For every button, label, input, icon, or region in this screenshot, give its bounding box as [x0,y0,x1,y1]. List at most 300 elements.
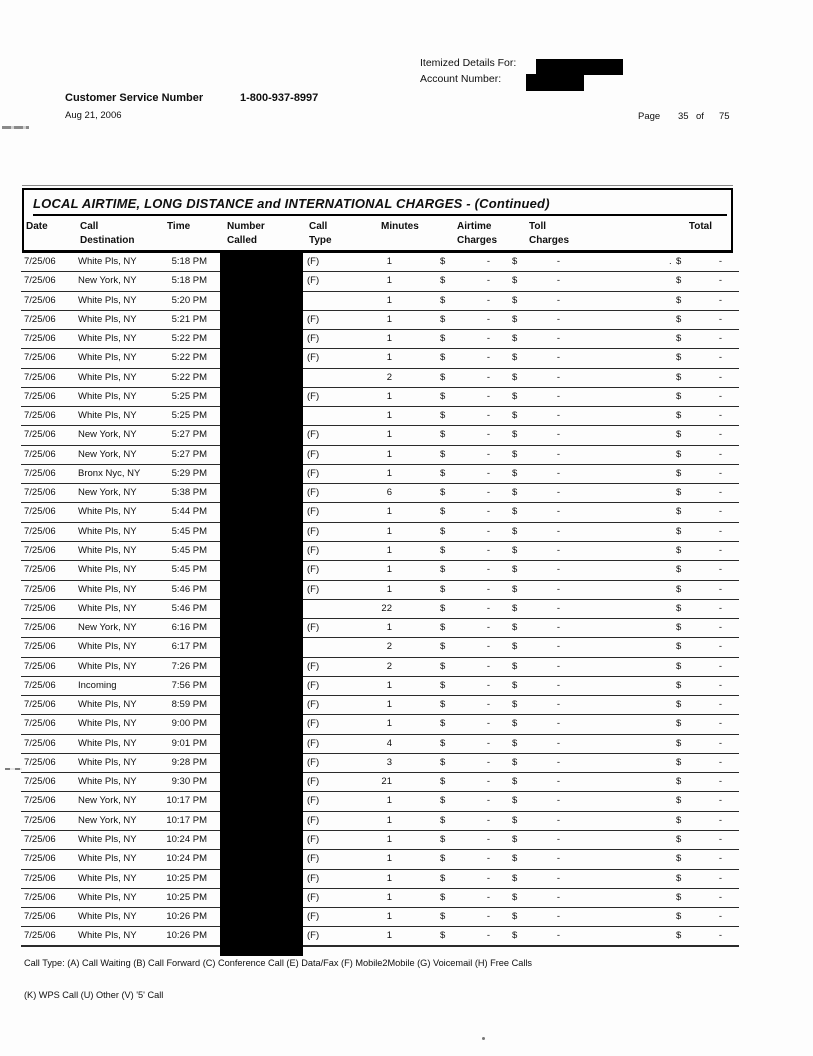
table-row [21,792,739,811]
cell-date: 7/25/06 [24,872,56,884]
table-row [21,484,739,503]
table-row [21,638,739,657]
cell-toll-amount: - [556,891,560,903]
cell-toll-amount: - [556,853,560,865]
cell-total-amount: - [718,448,722,460]
cell-airtime-amount: - [486,930,490,942]
cell-call-destination: White Pls, NY [78,833,137,845]
cell-call-type: (F) [307,506,320,518]
cell-call-destination: Incoming [78,679,117,691]
cell-total-currency: $ [676,352,682,364]
table-row [21,503,739,522]
table-row [21,812,739,831]
cell-total-amount: - [718,525,722,537]
cell-total-amount: - [718,390,722,402]
cell-minutes: 1 [386,390,392,402]
table-row [21,330,739,349]
table-row [21,850,739,869]
cell-toll-currency: $ [512,737,518,749]
cell-minutes: 1 [386,294,392,306]
cell-time: 6:16 PM [171,622,207,634]
cell-call-type: (F) [307,390,320,402]
cell-time: 9:28 PM [171,756,207,768]
cell-call-type: (F) [307,833,320,845]
cell-total-amount: - [718,872,722,884]
table-row [21,311,739,330]
cell-time: 5:18 PM [171,275,207,287]
cell-call-destination: White Pls, NY [78,410,137,422]
cell-minutes: 1 [386,891,392,903]
cell-airtime-currency: $ [440,853,446,865]
cell-toll-currency: $ [512,622,518,634]
cell-toll-currency: $ [512,641,518,653]
cell-minutes: 1 [386,930,392,942]
column-header-minutes: Minutes [381,221,419,232]
cell-call-destination: White Pls, NY [78,930,137,942]
cell-total-currency: $ [676,583,682,595]
cell-total-amount: - [718,333,722,345]
table-row [21,696,739,715]
cell-toll-currency: $ [512,275,518,287]
cell-toll-amount: - [556,544,560,556]
cell-toll-amount: - [556,313,560,325]
cell-airtime-amount: - [486,814,490,826]
cell-total-amount: - [718,776,722,788]
cell-time: 5:29 PM [171,467,207,479]
cell-airtime-currency: $ [440,737,446,749]
cell-toll-currency: $ [512,313,518,325]
cell-call-destination: White Pls, NY [78,564,137,576]
cell-time: 10:26 PM [166,930,207,942]
cell-total-currency: $ [676,429,682,441]
cell-minutes: 2 [386,371,392,383]
cell-date: 7/25/06 [24,911,56,923]
cell-time: 5:20 PM [171,294,207,306]
cell-call-type: (F) [307,930,320,942]
cell-call-destination: White Pls, NY [78,602,137,614]
cell-total-currency: $ [676,294,682,306]
cell-time: 5:18 PM [171,256,207,267]
cell-minutes: 1 [386,525,392,537]
cell-airtime-amount: - [486,275,490,287]
cell-toll-currency: $ [512,833,518,845]
cell-call-type: (F) [307,544,320,556]
cell-minutes: 1 [386,911,392,923]
column-header-toll: Toll Charges [529,221,570,246]
cell-total-amount: - [718,410,722,422]
cell-airtime-currency: $ [440,371,446,383]
cell-call-destination: New York, NY [78,814,137,826]
cell-toll-currency: $ [512,583,518,595]
cell-airtime-currency: $ [440,525,446,537]
cell-call-type: (F) [307,911,320,923]
cell-airtime-currency: $ [440,410,446,422]
cell-toll-amount: - [556,583,560,595]
cell-time: 5:44 PM [171,506,207,518]
column-header-total: Total [688,221,712,232]
cell-airtime-currency: $ [440,544,446,556]
cell-call-destination: White Pls, NY [78,737,137,749]
cell-toll-currency: $ [512,679,518,691]
cell-minutes: 1 [386,256,392,267]
cell-time: 10:24 PM [166,833,207,845]
cell-airtime-amount: - [486,410,490,422]
cell-date: 7/25/06 [24,275,56,287]
cell-toll-currency: $ [512,814,518,826]
cell-minutes: 22 [381,602,392,614]
cell-toll-amount: - [556,911,560,923]
cell-toll-currency: $ [512,352,518,364]
cell-date: 7/25/06 [24,853,56,865]
cell-time: 9:30 PM [171,776,207,788]
cell-airtime-amount: - [486,833,490,845]
cell-total-amount: - [718,564,722,576]
itemized-details-label: Itemized Details For: [420,57,517,69]
cell-call-type: (F) [307,795,320,807]
cell-toll-amount: - [556,333,560,345]
cell-time: 10:25 PM [166,891,207,903]
cell-total-amount: - [718,641,722,653]
column-header-call: Call Destination [80,221,135,246]
cell-call-type: (F) [307,352,320,364]
cell-airtime-currency: $ [440,699,446,711]
cell-toll-amount: - [556,718,560,730]
cell-date: 7/25/06 [24,930,56,942]
cell-call-destination: New York, NY [78,275,137,287]
cell-date: 7/25/06 [24,487,56,499]
cell-toll-currency: $ [512,930,518,942]
cell-call-type: (F) [307,660,320,672]
cell-minutes: 1 [386,410,392,422]
cell-total-currency: $ [676,756,682,768]
cell-total-amount: - [718,506,722,518]
cell-total-amount: - [718,756,722,768]
cell-total-amount: - [718,911,722,923]
cell-airtime-currency: $ [440,891,446,903]
cell-date: 7/25/06 [24,544,56,556]
cell-airtime-amount: - [486,544,490,556]
cell-toll-currency: $ [512,795,518,807]
cell-call-destination: White Pls, NY [78,583,137,595]
cell-airtime-currency: $ [440,583,446,595]
cell-minutes: 1 [386,275,392,287]
cell-toll-amount: - [556,814,560,826]
customer-service-label: Customer Service Number [65,92,204,104]
call-detail-rows [21,253,739,947]
cell-total-amount: - [718,467,722,479]
cell-minutes: 1 [386,795,392,807]
cell-call-destination: White Pls, NY [78,641,137,653]
cell-total-amount: - [718,313,722,325]
cell-toll-currency: $ [512,891,518,903]
cell-toll-currency: $ [512,544,518,556]
table-row [21,715,739,734]
cell-call-type: (F) [307,583,320,595]
table-row [21,677,739,696]
cell-toll-currency: $ [512,429,518,441]
table-row [21,619,739,638]
cell-airtime-currency: $ [440,467,446,479]
cell-airtime-currency: $ [440,506,446,518]
cell-airtime-currency: $ [440,448,446,460]
table-row [21,426,739,445]
table-row [21,927,739,946]
cell-minutes: 2 [386,660,392,672]
cell-call-type: (F) [307,718,320,730]
cell-call-destination: White Pls, NY [78,544,137,556]
cell-time: 5:27 PM [171,429,207,441]
cell-date: 7/25/06 [24,256,56,267]
cell-airtime-currency: $ [440,911,446,923]
cell-date: 7/25/06 [24,583,56,595]
table-row [21,870,739,889]
cell-total-amount: - [718,660,722,672]
cell-toll-amount: - [556,641,560,653]
cell-minutes: 6 [386,487,392,499]
cell-toll-currency: $ [512,602,518,614]
cell-toll-currency: $ [512,853,518,865]
cell-total-currency: $ [676,275,682,287]
cell-minutes: 1 [386,429,392,441]
cell-call-type: (F) [307,814,320,826]
cell-toll-currency: $ [512,564,518,576]
table-row [21,523,739,542]
cell-toll-amount: - [556,833,560,845]
cell-total-currency: $ [676,795,682,807]
cell-call-destination: White Pls, NY [78,660,137,672]
cell-total-currency: $ [676,333,682,345]
cell-call-destination: White Pls, NY [78,371,137,383]
cell-total-currency: $ [676,622,682,634]
cell-date: 7/25/06 [24,660,56,672]
cell-call-destination: White Pls, NY [78,718,137,730]
cell-time: 5:45 PM [171,564,207,576]
cell-total-currency: $ [676,699,682,711]
table-row [21,600,739,619]
call-type-legend-line1: Call Type: (A) Call Waiting (B) Call Forward (C) Conference Call (E) Data/Fax (F) Mobile2Mobile (G) Voicemail (H) Free Calls [24,958,532,968]
cell-toll-amount: - [556,756,560,768]
call-type-legend-line2: (K) WPS Call (U) Other (V) '5' Call [24,990,164,1000]
cell-minutes: 1 [386,333,392,345]
cell-airtime-currency: $ [440,313,446,325]
cell-toll-amount: - [556,737,560,749]
cell-date: 7/25/06 [24,429,56,441]
cell-total-currency: $ [676,776,682,788]
cell-time: 6:17 PM [171,641,207,653]
cell-toll-currency: $ [512,294,518,306]
cell-call-destination: New York, NY [78,448,137,460]
cell-date: 7/25/06 [24,352,56,364]
table-row [21,581,739,600]
cell-call-destination: White Pls, NY [78,776,137,788]
cell-time: 7:26 PM [171,660,207,672]
cell-time: 10:17 PM [166,795,207,807]
cell-airtime-amount: - [486,467,490,479]
scan-artifact-line [22,185,733,186]
cell-call-type: (F) [307,448,320,460]
cell-minutes: 4 [386,737,392,749]
cell-total-currency: $ [676,506,682,518]
cell-date: 7/25/06 [24,776,56,788]
cell-total-amount: - [718,352,722,364]
table-row [21,561,739,580]
cell-toll-currency: $ [512,718,518,730]
cell-airtime-amount: - [486,487,490,499]
cell-time: 5:46 PM [171,602,207,614]
cell-airtime-amount: - [486,525,490,537]
redaction-box-account [526,74,584,91]
cell-airtime-currency: $ [440,352,446,364]
cell-airtime-currency: $ [440,602,446,614]
cell-toll-amount: - [556,294,560,306]
cell-call-destination: White Pls, NY [78,313,137,325]
cell-date: 7/25/06 [24,602,56,614]
cell-airtime-amount: - [486,737,490,749]
cell-date: 7/25/06 [24,795,56,807]
cell-total-amount: - [718,679,722,691]
cell-airtime-currency: $ [440,718,446,730]
cell-date: 7/25/06 [24,371,56,383]
cell-airtime-amount: - [486,333,490,345]
table-row [21,889,739,908]
cell-toll-currency: $ [512,525,518,537]
cell-airtime-amount: - [486,756,490,768]
cell-airtime-amount: - [486,795,490,807]
cell-total-amount: - [718,294,722,306]
cell-date: 7/25/06 [24,891,56,903]
cell-total-currency: $ [676,467,682,479]
customer-service-number: 1-800-937-8997 [240,92,319,104]
cell-time: 9:01 PM [171,737,207,749]
cell-call-destination: White Pls, NY [78,256,137,267]
table-row [21,831,739,850]
cell-time: 10:24 PM [166,853,207,865]
cell-toll-currency: $ [512,756,518,768]
cell-time: 5:45 PM [171,544,207,556]
cell-airtime-currency: $ [440,795,446,807]
cell-total-currency: $ [676,641,682,653]
cell-call-type: (F) [307,564,320,576]
cell-airtime-currency: $ [440,756,446,768]
cell-time: 10:25 PM [166,872,207,884]
cell-date: 7/25/06 [24,718,56,730]
cell-airtime-amount: - [486,679,490,691]
cell-airtime-amount: - [486,313,490,325]
cell-total-currency: $ [676,679,682,691]
statement-date: Aug 21, 2006 [65,110,122,121]
cell-call-type: (F) [307,313,320,325]
cell-toll-currency: $ [512,776,518,788]
cell-total-currency: $ [676,313,682,325]
cell-minutes: 1 [386,699,392,711]
column-header-time: Time [167,221,191,232]
cell-minutes: 21 [381,776,392,788]
cell-toll-currency: $ [512,333,518,345]
column-header-airtime: Airtime Charges [457,221,498,246]
cell-total-currency: $ [676,872,682,884]
cell-time: 5:22 PM [171,333,207,345]
cell-call-destination: New York, NY [78,622,137,634]
cell-call-destination: White Pls, NY [78,352,137,364]
cell-call-destination: White Pls, NY [78,333,137,345]
cell-total-amount: - [718,256,722,267]
cell-airtime-amount: - [486,699,490,711]
cell-toll-amount: - [556,872,560,884]
cell-airtime-currency: $ [440,814,446,826]
cell-total-currency: $ [676,256,682,267]
cell-date: 7/25/06 [24,737,56,749]
cell-minutes: 1 [386,833,392,845]
cell-minutes: 1 [386,814,392,826]
table-row [21,349,739,368]
cell-total-amount: - [718,544,722,556]
cell-airtime-currency: $ [440,564,446,576]
page-of-label: of [696,111,704,122]
cell-total-amount: - [718,429,722,441]
cell-minutes: 3 [386,756,392,768]
cell-toll-amount: - [556,699,560,711]
cell-airtime-amount: - [486,390,490,402]
cell-total-amount: - [718,602,722,614]
cell-call-type: (F) [307,891,320,903]
cell-minutes: 1 [386,467,392,479]
cell-minutes: 1 [386,506,392,518]
cell-toll-currency: $ [512,371,518,383]
page-label: Page [638,111,661,122]
cell-toll-amount: - [556,525,560,537]
cell-date: 7/25/06 [24,622,56,634]
cell-total-currency: $ [676,448,682,460]
scan-artifact [5,768,22,770]
cell-call-destination: White Pls, NY [78,756,137,768]
cell-toll-amount: - [556,429,560,441]
cell-toll-amount: - [556,352,560,364]
cell-toll-amount: - [556,776,560,788]
cell-toll-amount: - [556,602,560,614]
cell-date: 7/25/06 [24,564,56,576]
cell-airtime-amount: - [486,506,490,518]
cell-time: 7:56 PM [171,679,207,691]
cell-airtime-amount: - [486,872,490,884]
cell-toll-currency: $ [512,699,518,711]
page-number: 35 [678,111,689,122]
cell-call-type: (F) [307,679,320,691]
cell-date: 7/25/06 [24,410,56,422]
cell-total-currency: $ [676,911,682,923]
cell-total-amount: - [718,737,722,749]
cell-total-amount: - [718,833,722,845]
cell-airtime-currency: $ [440,776,446,788]
table-row [21,292,739,311]
cell-call-destination: New York, NY [78,487,137,499]
cell-date: 7/25/06 [24,814,56,826]
cell-total-amount: - [718,275,722,287]
cell-airtime-amount: - [486,641,490,653]
cell-minutes: 1 [386,448,392,460]
cell-total-amount: - [718,795,722,807]
table-row [21,465,739,484]
cell-minutes: 1 [386,564,392,576]
cell-call-type: (F) [307,756,320,768]
cell-date: 7/25/06 [24,679,56,691]
scan-artifact [482,1037,485,1040]
cell-call-destination: White Pls, NY [78,294,137,306]
cell-time: 5:27 PM [171,448,207,460]
column-header-number: Number Called [227,221,265,246]
cell-call-type: (F) [307,776,320,788]
redaction-box-name [536,59,623,75]
cell-minutes: 1 [386,679,392,691]
